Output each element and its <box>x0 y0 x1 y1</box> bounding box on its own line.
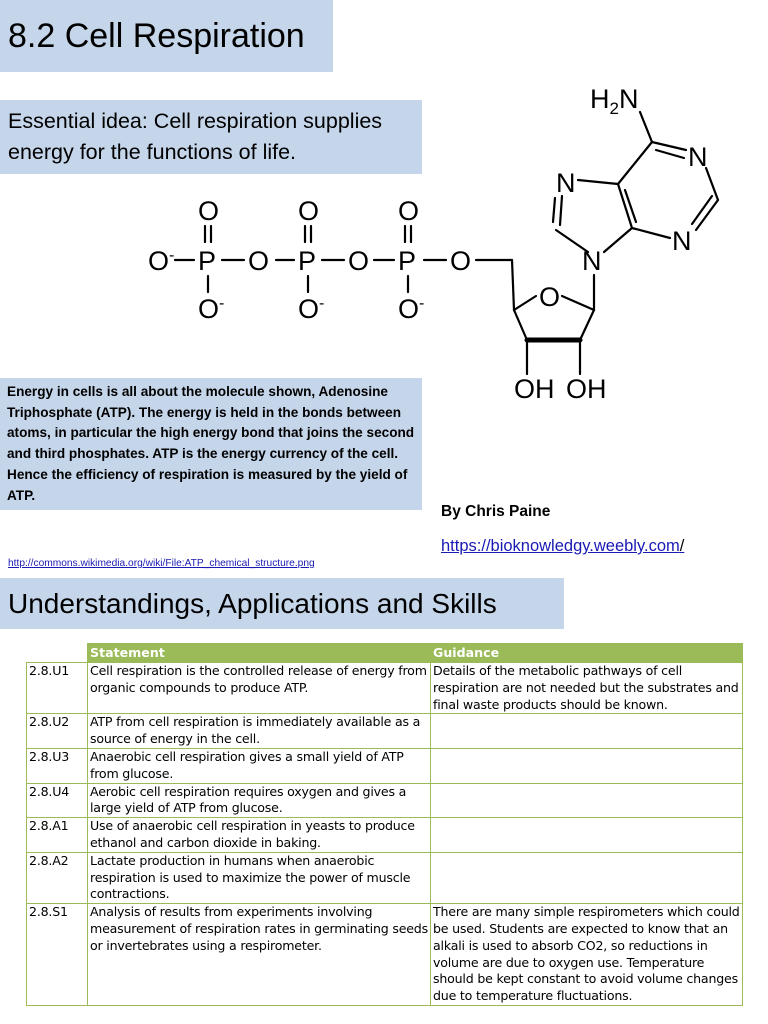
row-code: 2.8.S1 <box>27 904 88 1006</box>
row-statement: ATP from cell respiration is immediately available as a source of energy in the cell. <box>88 714 431 749</box>
atom-o-terminal: O- <box>148 246 175 276</box>
table-row <box>27 904 743 1006</box>
table-header-row <box>27 644 743 663</box>
atom-p3: P <box>398 246 417 276</box>
table-row <box>27 783 743 818</box>
row-guidance <box>431 748 743 783</box>
atom-n3: N <box>672 226 692 256</box>
table-row <box>27 818 743 853</box>
atom-n1: N <box>688 142 708 172</box>
essential-idea-text: Essential idea: Cell respiration supplies energy for the functions of life. <box>8 109 383 164</box>
row-statement: Aerobic cell respiration requires oxygen and gives a large yield of ATP from glucose. <box>88 783 431 818</box>
row-code: 2.8.A1 <box>27 818 88 853</box>
table-row <box>27 663 743 714</box>
row-guidance <box>431 852 743 903</box>
atom-p1: P <box>198 246 217 276</box>
atom-o-p3-bottom: O- <box>398 294 425 324</box>
atom-n9: N <box>582 246 602 276</box>
image-source-link[interactable]: http://commons.wikimedia.org/wiki/File:ATP_chemical_structure.png <box>8 558 315 569</box>
atom-oh-right: OH <box>566 374 607 404</box>
atp-info-text: Energy in cells is all about the molecule shown, Adenosine Triphosphate (ATP). The energy is held in the bonds between atoms, in particular the high energy bond that joins the second and third phosphates. ATP is the energy currency of the cell. Hence the efficiency of respiration is measured by the yield of ATP. <box>7 384 415 503</box>
section-banner <box>0 578 564 629</box>
row-guidance <box>431 818 743 853</box>
table-row <box>27 714 743 749</box>
page-title: 8.2 Cell Respiration <box>8 17 305 55</box>
row-statement: Cell respiration is the controlled release of energy from organic compounds to produce ATP. <box>88 663 431 714</box>
row-statement: Analysis of results from experiments involving measurement of respiration rates in germinating seeds or invertebrates using a respirometer. <box>88 904 431 1006</box>
row-guidance: Details of the metabolic pathways of cell respiration are not needed but the substrates and final waste products should be known. <box>431 663 743 714</box>
atom-o-bridge2: O <box>348 246 370 276</box>
atom-p2: P <box>298 246 317 276</box>
atp-info-box <box>0 378 422 510</box>
atp-structure-diagram <box>140 78 760 408</box>
atom-amine: $H_2N$ <box>590 84 639 118</box>
website-link[interactable]: https://bioknowledgy.weebly.com/ <box>441 537 685 555</box>
atom-o-p2-top: O <box>298 196 320 226</box>
atom-o-bridge1: O <box>248 246 270 276</box>
row-code: 2.8.U4 <box>27 783 88 818</box>
row-statement: Lactate production in humans when anaerobic respiration is used to maximize the power of muscle contractions. <box>88 852 431 903</box>
atom-o-p1-top: O <box>198 196 220 226</box>
author-credit: By Chris Paine <box>441 503 551 520</box>
atom-oh-left: OH <box>514 374 555 404</box>
row-guidance <box>431 783 743 818</box>
header-code <box>27 644 88 663</box>
atom-o-ring: O <box>539 282 561 312</box>
atom-o-p3-top: O <box>398 196 420 226</box>
atom-o-p2-bottom: O- <box>298 294 325 324</box>
row-code: 2.8.U2 <box>27 714 88 749</box>
row-guidance: There are many simple respirometers which could be used. Students are expected to know that an alkali is used to absorb CO2, so reductions in volume are due to oxygen use. Temperature should be kept constant to avoid volume changes due to temperature fluctuations. <box>431 904 743 1006</box>
row-statement: Anaerobic cell respiration gives a small yield of ATP from glucose. <box>88 748 431 783</box>
header-statement: Statement <box>88 644 431 663</box>
row-code: 2.8.U3 <box>27 748 88 783</box>
row-code: 2.8.A2 <box>27 852 88 903</box>
atom-o-p1-bottom: O- <box>198 294 225 324</box>
atom-o-ester: O <box>450 246 472 276</box>
table-row <box>27 852 743 903</box>
section-heading: Understandings, Applications and Skills <box>8 588 497 619</box>
row-statement: Use of anaerobic cell respiration in yeasts to produce ethanol and carbon dioxide in baking. <box>88 818 431 853</box>
row-code: 2.8.U1 <box>27 663 88 714</box>
row-guidance <box>431 714 743 749</box>
table-row <box>27 748 743 783</box>
understandings-table <box>26 643 743 1006</box>
title-banner <box>0 0 333 72</box>
atom-n7: N <box>556 168 576 198</box>
header-guidance: Guidance <box>431 644 743 663</box>
